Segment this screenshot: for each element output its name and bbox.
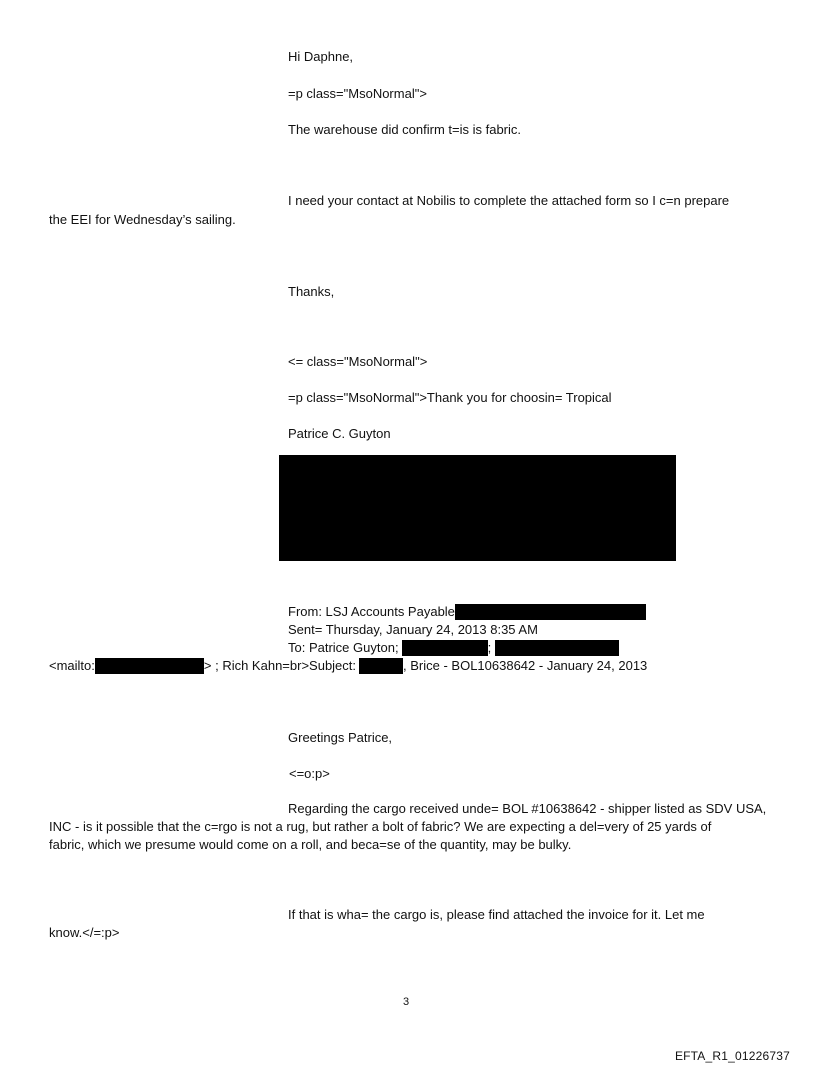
html-artifact: <= class="MsoNormal"> [288, 354, 428, 369]
html-artifact: <=o:p> [289, 766, 330, 781]
thank-you-line: =p class="MsoNormal">Thank you for choosin= Tropical [288, 390, 612, 405]
document-id: EFTA_R1_01226737 [674, 1049, 790, 1063]
sent-line: Sent= Thursday, January 24, 2013 8:35 AM [288, 622, 538, 637]
quoted-greeting: Greetings Patrice, [288, 730, 393, 745]
to-line [288, 640, 619, 656]
subject-text: , Brice - BOL10638642 - January 24, 2013 [403, 658, 648, 673]
request-line-1: I need your contact at Nobilis to complete the attached form so I c=n prepare [288, 193, 730, 208]
to-label: To: Patrice Guyton; [288, 640, 399, 655]
request-line-2: the EEI for Wednesday’s sailing. [49, 212, 236, 227]
redaction-block [279, 455, 676, 561]
quoted-paragraph-line: Regarding the cargo received unde= BOL #10638642 - shipper listed as SDV USA, [288, 801, 767, 816]
mailto-rest: > ; Rich Kahn=br>Subject: [203, 658, 357, 673]
confirm-line: The warehouse did confirm t=is is fabric. [288, 122, 522, 137]
mailto-label: <mailto: [49, 658, 95, 673]
to-separator: ; [487, 640, 492, 655]
redaction-bar [359, 658, 403, 674]
redaction-bar [402, 640, 488, 656]
thanks: Thanks, [288, 284, 335, 299]
page-number: 3 [403, 996, 410, 1008]
redaction-bar [95, 658, 204, 674]
quoted-paragraph-line: know.</=:p> [49, 925, 120, 940]
mailto-subject-line [49, 658, 647, 674]
redaction-bar [455, 604, 646, 620]
greeting: Hi Daphne, [288, 49, 354, 64]
from-line [288, 604, 646, 620]
quoted-paragraph-line: fabric, which we presume would come on a roll, and beca=se of the quantity, may be bulky. [49, 837, 572, 852]
html-artifact: =p class="MsoNormal"> [288, 86, 427, 101]
quoted-paragraph-line: If that is wha= the cargo is, please find attached the invoice for it. Let me [288, 907, 705, 922]
quoted-paragraph-line: INC - is it possible that the c=rgo is not a rug, but rather a bolt of fabric? We are expecting a del=very of 25 yards of [49, 819, 712, 834]
redaction-bar [495, 640, 619, 656]
signature-name: Patrice C. Guyton [288, 426, 391, 441]
from-label: From: LSJ Accounts Payable [288, 604, 455, 619]
